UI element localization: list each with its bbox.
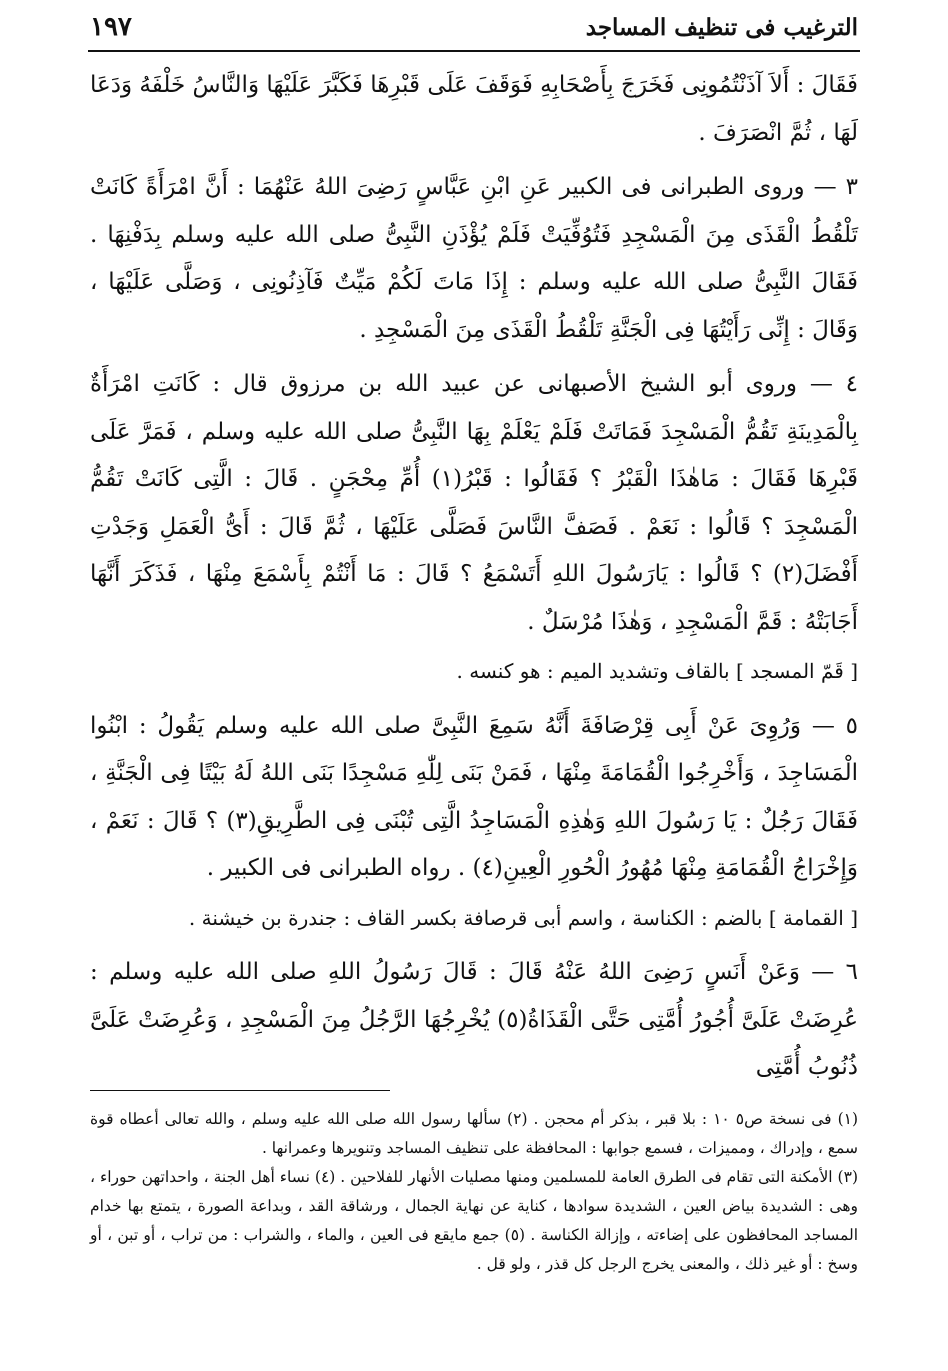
paragraph-continuation: فَقَالَ : أَلاَ آذَنْتُمُونِى فَخَرَجَ بِأَصْحَابِهِ فَوَقَفَ عَلَى قَبْرِهَا فَكَبَّرَ عَلَيْهَا وَالنَّاسُ خَلْفَهُ وَدَعَا لَهَا ، ثُمَّ انْصَرَفَ . [90, 72, 858, 146]
header-divider [88, 50, 860, 52]
page-number: ١٩٧ [90, 12, 132, 42]
footnote-divider [90, 1090, 390, 1091]
footnote-block-2: (٣) الأمكنة التى تقام فى الطرق العامة للمسلمين ومنها مصليات الأنهار للفلاحين . (٤) نساء أهل الجنة ، واحداتهن حوراء ، وهى : الشديدة بياض العين ، الشديدة سوادها ، كناية عن نهاية الجمال ، ورشاقة القد ، وبداعة الصورة ، يتمتع بها خدام المساجد المحافظون على إضاءته ، وإزالة الكناسة . (٥) جمع مايقع فى العين ، والماء ، والشراب : من تراب ، أو تبن ، أو وسخ : أو غير ذلك ، والمعنى يخرج الرجل كل قذر ، ولو قل . [90, 1168, 859, 1273]
hadith-6: ٦ — وَعَنْ أَنَسٍ رَضِىَ اللهُ عَنْهُ قَالَ : قَالَ رَسُولُ اللهِ صلى الله عليه وسلم : عُرِضَتْ عَلَىَّ أُجُورُ أُمَّتِى حَتَّى الْقَذَاةُ(٥) يُخْرِجُهَا الرَّجُلُ مِنَ الْمَسْجِدِ ، وَعُرِضَتْ عَلَىَّ ذُنُوبُ أُمَّتِى [90, 959, 858, 1080]
page-header [90, 10, 858, 44]
hadith-3: ٣ — وروى الطبرانى فى الكبير عَنِ ابْنِ عَبَّاسٍ رَضِىَ اللهُ عَنْهُمَا : أَنَّ امْرَأَةً كَانَتْ تَلْقُطُ الْقَذَى مِنَ الْمَسْجِدِ فَتُوُفِّيَتْ فَلَمْ يُؤْذَنِ النَّبِىُّ صلى الله عليه وسلم بِدَفْنِهَا . فَقَالَ النَّبِىُّ صلى الله عليه وسلم : إِذَا مَاتَ لَكُمْ مَيِّتٌ فَآذِنُونِى ، وَصَلَّى عَلَيْهَا ، وَقَالَ : إِنِّى رَأَيْتُهَا فِى الْجَنَّةِ تَلْقُطُ الْقَذَى مِنَ الْمَسْجِدِ . [90, 174, 858, 343]
hadith-5: ٥ — وَرُوِىَ عَنْ أَبِى قِرْصَافَةَ أَنَّهُ سَمِعَ النَّبِىَّ صلى الله عليه وسلم يَقُولُ : ابْنُوا الْمَسَاجِدَ ، وَأَخْرِجُوا الْقُمَامَةَ مِنْهَا ، فَمَنْ بَنَى لِلّٰهِ مَسْجِدًا بَنَى اللهُ لَهُ بَيْتًا فِى الْجَنَّةِ ، فَقَالَ رَجُلٌ : يَا رَسُولَ اللهِ وَهٰذِهِ الْمَسَاجِدُ الَّتِى تُبْنَى فِى الطَّرِيقِ(٣) ؟ قَالَ : نَعَمْ ، وَإِخْرَاجُ الْقُمَامَةِ مِنْهَا مُهُورُ الْحُورِ الْعِينِ(٤) . رواه الطبرانى فى الكبير . [90, 712, 858, 881]
gloss-note-1: [ قَمّ المسجد ] بالقاف وتشديد الميم : هو كنسه . [456, 659, 858, 683]
page-title: الترغيب فى تنظيف المساجد [585, 13, 858, 41]
gloss-note-2: [ القمامة ] بالضم : الكناسة ، واسم أبى قرصافة بكسر القاف : جندرة بن خيشنة . [188, 905, 858, 930]
hadith-4: ٤ — وروى أبو الشيخ الأصبهانى عن عبيد الله بن مرزوق قال : كَانَتِ امْرَأَةٌ بِالْمَدِينَةِ تَقُمُّ الْمَسْجِدَ فَمَاتَتْ فَلَمْ يَعْلَمْ بِهَا النَّبِىُّ صلى الله عليه وسلم ، فَمَرَّ عَلَى قَبْرِهَا فَقَالَ : مَاهٰذَا الْقَبْرُ ؟ فَقَالُوا : قَبْرُ(١) أُمِّ مِحْجَنٍ . قَالَ : الَّتِى كَانَتْ تَقُمُّ الْمَسْجِدَ ؟ قَالُوا : نَعَمْ . فَصَفَّ النَّاسَ فَصَلَّى عَلَيْهَا ، ثُمَّ قَالَ : أَىُّ الْعَمَلِ وَجَدْتِ أَفْضَلَ(٢) ؟ قَالُوا : يَارَسُولَ اللهِ أَتَسْمَعُ ؟ قَالَ : مَا أَنْتُمْ بِأَسْمَعَ مِنْهَا ، فَذَكَرَ أَنَّهَا أَجَابَتْهُ : قَمَّ الْمَسْجِدِ ، وَهٰذَا مُرْسَلٌ . [90, 371, 859, 635]
footnote-block-1: (١) فى نسخة ص٥ ١٠ : بلا قبر ، بذكر أم محجن . (٢) سألها رسول الله صلى الله عليه وسلم ، والله تعالى أعطاه قوة سمع ، وإدراك ، ومميزات ، فسمع جوابها : المحافظة على تنظيف المساجد وتنويرها وعمرانها . [90, 1110, 859, 1157]
main-text [90, 62, 858, 1092]
footnotes [90, 1105, 858, 1279]
